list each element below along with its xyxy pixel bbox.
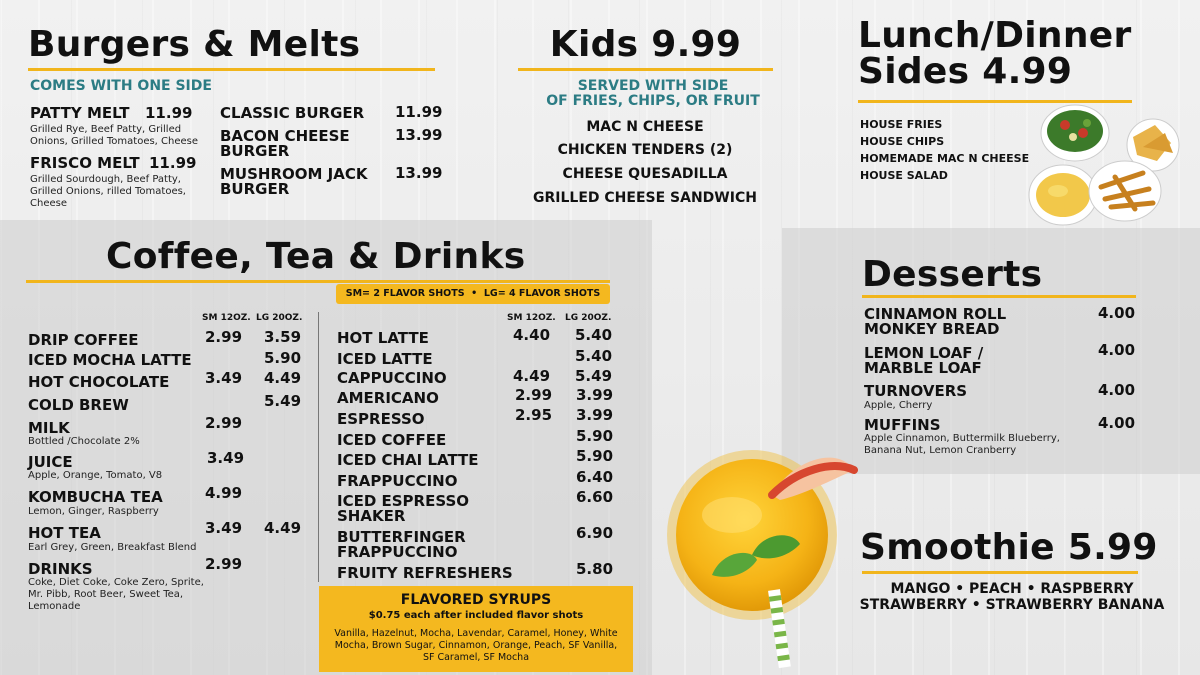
smoothie-image [662,440,858,670]
dessert-monkey-bread-price: 4.00 [1098,304,1136,322]
drink-kombucha-tea-desc: Lemon, Ginger, Raspberry [28,506,159,517]
side-item-mac: HOMEMADE MAC N CHEESE [860,152,1030,165]
bacon-cheese-burger-price: 13.99 [395,126,443,144]
dessert-lemon-loaf: LEMON LOAF / MARBLE LOAF [864,344,984,377]
kids-title: Kids 9.99 [549,24,742,65]
syrups-list: Vanilla, Hazelnut, Mocha, Lavendar, Caramel, Honey, White Mocha, Brown Sugar, Cinnamon, Orange, Peach, SF Vanilla, SF Caramel, SF Mocha [334,628,618,663]
drink-espresso-sm: 2.95 [515,406,553,424]
burgers-subtitle: COMES WITH ONE SIDE [30,78,212,94]
drink-cappuccino: CAPPUCCINO [337,369,447,387]
drink-hot-latte: HOT LATTE [337,329,429,347]
burgers-title: Burgers & Melts [28,24,361,65]
sides-title-line1: Lunch/Dinner [858,15,1132,56]
drink-hot-chocolate-sm: 3.49 [205,369,243,387]
frisco-melt-name: FRISCO MELT [30,154,140,172]
drink-kombucha-tea-sm: 4.99 [205,484,243,502]
drink-iced-mocha-latte-lg: 5.90 [264,349,302,367]
drink-iced-coffee: ICED COFFEE [337,431,447,449]
drink-cappuccino-sm: 4.49 [513,367,551,385]
kids-subtitle-line2: OF FRIES, CHIPS, OR FRUIT [546,93,760,109]
drink-butterfinger-frappuccino: BUTTERFINGER FRAPPUCCINO [337,528,466,561]
dessert-monkey-bread: CINNAMON ROLL MONKEY BREAD [864,305,1007,338]
desserts-underline [862,295,1136,298]
smoothie-underline [862,571,1138,574]
right-col-sm-header: SM 12OZ. [507,313,556,323]
syrups-price-note: $0.75 each after included flavor shots [368,610,584,621]
drink-juice-desc: Apple, Orange, Tomato, V8 [28,470,163,481]
desserts-title: Desserts [862,254,1043,295]
left-col-sm-header: SM 12OZ. [202,313,251,323]
dessert-turnovers-desc: Apple, Cherry [864,400,933,411]
drink-hot-latte-sm: 4.40 [513,326,551,344]
left-col-lg-header: LG 20OZ. [256,313,303,323]
kids-item-tenders: CHICKEN TENDERS (2) [557,142,733,158]
sides-food-image [1025,103,1180,228]
smoothie-title: Smoothie 5.99 [860,527,1158,568]
drink-cappuccino-lg: 5.49 [575,367,613,385]
drink-iced-espresso-shaker-lg: 6.60 [576,488,614,506]
kids-item-mac: MAC N CHEESE [586,119,704,135]
drink-juice: JUICE [28,453,73,471]
drink-drip-coffee-sm: 2.99 [205,328,243,346]
drink-iced-coffee-lg: 5.90 [576,427,614,445]
drink-milk-sm: 2.99 [205,414,243,432]
drink-butterfinger-frappuccino-lg: 6.90 [576,524,614,542]
drink-hot-tea: HOT TEA [28,524,101,542]
dessert-turnovers-price: 4.00 [1098,381,1136,399]
burgers-underline [28,68,435,71]
drink-iced-chai-latte-lg: 5.90 [576,447,614,465]
patty-melt-name: PATTY MELT [30,104,130,122]
drink-milk: MILK [28,419,70,437]
drink-hot-tea-lg: 4.49 [264,519,302,537]
drink-iced-chai-latte: ICED CHAI LATTE [337,451,479,469]
drink-americano-sm: 2.99 [515,386,553,404]
dessert-muffins-desc: Apple Cinnamon, Buttermilk Blueberry, Banana Nut, Lemon Cranberry [864,433,1060,456]
frisco-melt-price: 11.99 [149,154,197,172]
drink-milk-desc: Bottled /Chocolate 2% [28,436,140,447]
drink-cold-brew-lg: 5.49 [264,392,302,410]
kids-underline [518,68,773,71]
dessert-lemon-loaf-price: 4.00 [1098,341,1136,359]
drink-hot-chocolate: HOT CHOCOLATE [28,373,170,391]
drink-hot-latte-lg: 5.40 [575,326,613,344]
smoothie-flavors-line2: STRAWBERRY • STRAWBERRY BANANA [859,597,1165,613]
mushroom-jack-burger-price: 13.99 [395,164,443,182]
drink-hot-tea-sm: 3.49 [205,519,243,537]
side-item-salad: HOUSE SALAD [860,169,948,182]
classic-burger-name: CLASSIC BURGER [220,104,365,122]
dessert-muffins-price: 4.00 [1098,414,1136,432]
drink-iced-espresso-shaker: ICED ESPRESSO SHAKER [337,492,470,525]
drink-iced-latte: ICED LATTE [337,350,433,368]
kids-item-quesadilla: CHEESE QUESADILLA [562,166,728,182]
drink-iced-latte-lg: 5.40 [575,347,613,365]
drink-americano-lg: 3.99 [576,386,614,404]
drink-iced-mocha-latte: ICED MOCHA LATTE [28,351,192,369]
right-col-lg-header: LG 20OZ. [565,313,612,323]
frisco-melt-desc: Grilled Sourdough, Beef Patty, Grilled Onions, rilled Tomatoes, Cheese [30,174,186,209]
drink-hot-chocolate-lg: 4.49 [264,369,302,387]
sides-title-line2: Sides 4.99 [858,51,1073,92]
drink-drinks-desc: Coke, Diet Coke, Coke Zero, Sprite, Mr. Pibb, Root Beer, Sweet Tea, Lemonade [28,577,204,612]
drink-frappuccino: FRAPPUCCINO [337,472,458,490]
mushroom-jack-burger-name: MUSHROOM JACK BURGER [220,165,368,198]
drink-espresso: ESPRESSO [337,410,425,428]
syrups-title: FLAVORED SYRUPS [400,592,552,608]
patty-melt-desc: Grilled Rye, Beef Patty, Grilled Onions, Grilled Tomatoes, Cheese [30,124,199,147]
patty-melt-price: 11.99 [145,104,193,122]
side-item-chips: HOUSE CHIPS [860,135,945,148]
kids-item-grilled-cheese: GRILLED CHEESE SANDWICH [533,190,757,206]
drinks-column-divider [318,312,319,582]
classic-burger-price: 11.99 [395,103,443,121]
drink-fruity-refreshers-lg: 5.80 [576,560,614,578]
drink-drip-coffee: DRIP COFFEE [28,331,139,349]
kids-subtitle-line1: SERVED WITH SIDE [577,78,729,94]
dessert-muffins: MUFFINS [864,416,941,434]
drink-frappuccino-lg: 6.40 [576,468,614,486]
drink-drip-coffee-lg: 3.59 [264,328,302,346]
drink-cold-brew: COLD BREW [28,396,129,414]
drink-kombucha-tea: KOMBUCHA TEA [28,488,163,506]
drink-drinks: DRINKS [28,560,93,578]
flavor-shots-note: SM= 2 FLAVOR SHOTS • LG= 4 FLAVOR SHOTS [345,288,601,299]
drink-americano: AMERICANO [337,389,439,407]
drinks-underline [26,280,610,283]
drink-hot-tea-desc: Earl Grey, Green, Breakfast Blend [28,542,197,553]
drink-fruity-refreshers: FRUITY REFRESHERS [337,564,513,582]
drink-drinks-sm: 2.99 [205,555,243,573]
bacon-cheese-burger-name: BACON CHEESE BURGER [220,127,350,160]
drink-juice-sm: 3.49 [207,449,245,467]
smoothie-flavors-line1: MANGO • PEACH • RASPBERRY [890,581,1134,597]
dessert-turnovers: TURNOVERS [864,382,968,400]
drinks-title: Coffee, Tea & Drinks [106,236,526,277]
drink-espresso-lg: 3.99 [576,406,614,424]
side-item-fries: HOUSE FRIES [860,118,943,131]
